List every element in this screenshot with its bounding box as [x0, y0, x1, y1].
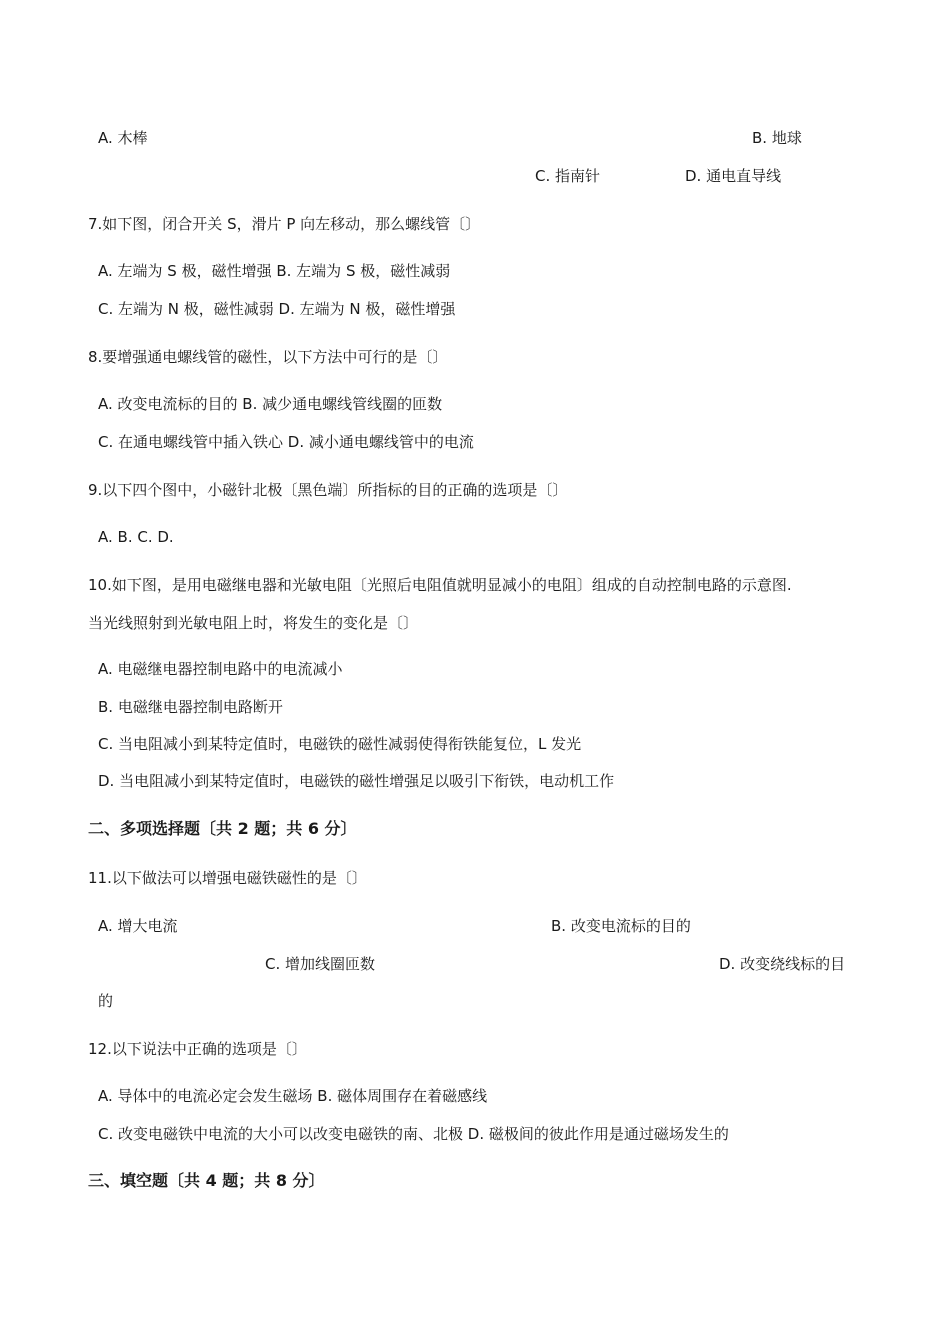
q10-stem-line-1: 10.如下图，是用电磁继电器和光敏电阻〔光照后电阻值就明显减小的电阻〕组成的自动控制电路的示意图.: [88, 576, 792, 594]
q10-option-a: A. 电磁继电器控制电路中的电流减小: [98, 660, 343, 678]
q11-option-c: C. 增加线圈匝数: [265, 955, 376, 973]
q6-option-b: B. 地球: [752, 129, 802, 147]
q8-options-line-1: A. 改变电流标的目的 B. 减少通电螺线管线圈的匝数: [98, 395, 443, 413]
q10-stem-line-2: 当光线照射到光敏电阻上时，将发生的变化是〔〕: [88, 614, 419, 632]
q11-option-d-wrap: 的: [98, 992, 114, 1010]
q11-stem: 11.以下做法可以增强电磁铁磁性的是〔〕: [88, 869, 367, 887]
q10-option-c: C. 当电阻减小到某特定值时，电磁铁的磁性减弱使得衔铁能复位，L 发光: [98, 735, 582, 753]
q8-stem: 8.要增强通电螺线管的磁性，以下方法中可行的是〔〕: [88, 348, 448, 366]
section-2-heading: 二、多项选择题〔共 2 题；共 6 分〕: [88, 819, 357, 838]
q6-option-d: D. 通电直导线: [685, 167, 782, 185]
q12-stem: 12.以下说法中正确的选项是〔〕: [88, 1040, 307, 1058]
q12-options-line-1: A. 导体中的电流必定会发生磁场 B. 磁体周围存在着磁感线: [98, 1087, 488, 1105]
q12-options-line-2: C. 改变电磁铁中电流的大小可以改变电磁铁的南、北极 D. 磁极间的彼此作用是通过磁场发生的: [98, 1125, 729, 1143]
q11-option-b: B. 改变电流标的目的: [551, 917, 691, 935]
q8-options-line-2: C. 在通电螺线管中插入铁心 D. 减小通电螺线管中的电流: [98, 433, 474, 451]
q11-option-a: A. 增大电流: [98, 917, 178, 935]
q7-options-line-2: C. 左端为 N 极，磁性减弱 D. 左端为 N 极，磁性增强: [98, 300, 456, 318]
q7-stem: 7.如下图，闭合开关 S，滑片 P 向左移动，那么螺线管〔〕: [88, 215, 481, 233]
q7-options-line-1: A. 左端为 S 极，磁性增强 B. 左端为 S 极，磁性减弱: [98, 262, 451, 280]
q9-options: A. B. C. D.: [98, 528, 174, 546]
section-3-heading: 三、填空题〔共 4 题；共 8 分〕: [88, 1171, 325, 1190]
q9-stem: 9.以下四个图中，小磁针北极〔黑色端〕所指标的目的正确的选项是〔〕: [88, 481, 568, 499]
q6-option-a: A. 木棒: [98, 129, 148, 147]
q10-option-b: B. 电磁继电器控制电路断开: [98, 698, 283, 716]
q11-option-d: D. 改变绕线标的目: [719, 955, 846, 973]
q10-option-d: D. 当电阻减小到某特定值时，电磁铁的磁性增强足以吸引下衔铁，电动机工作: [98, 772, 615, 790]
q6-option-c: C. 指南针: [535, 167, 601, 185]
